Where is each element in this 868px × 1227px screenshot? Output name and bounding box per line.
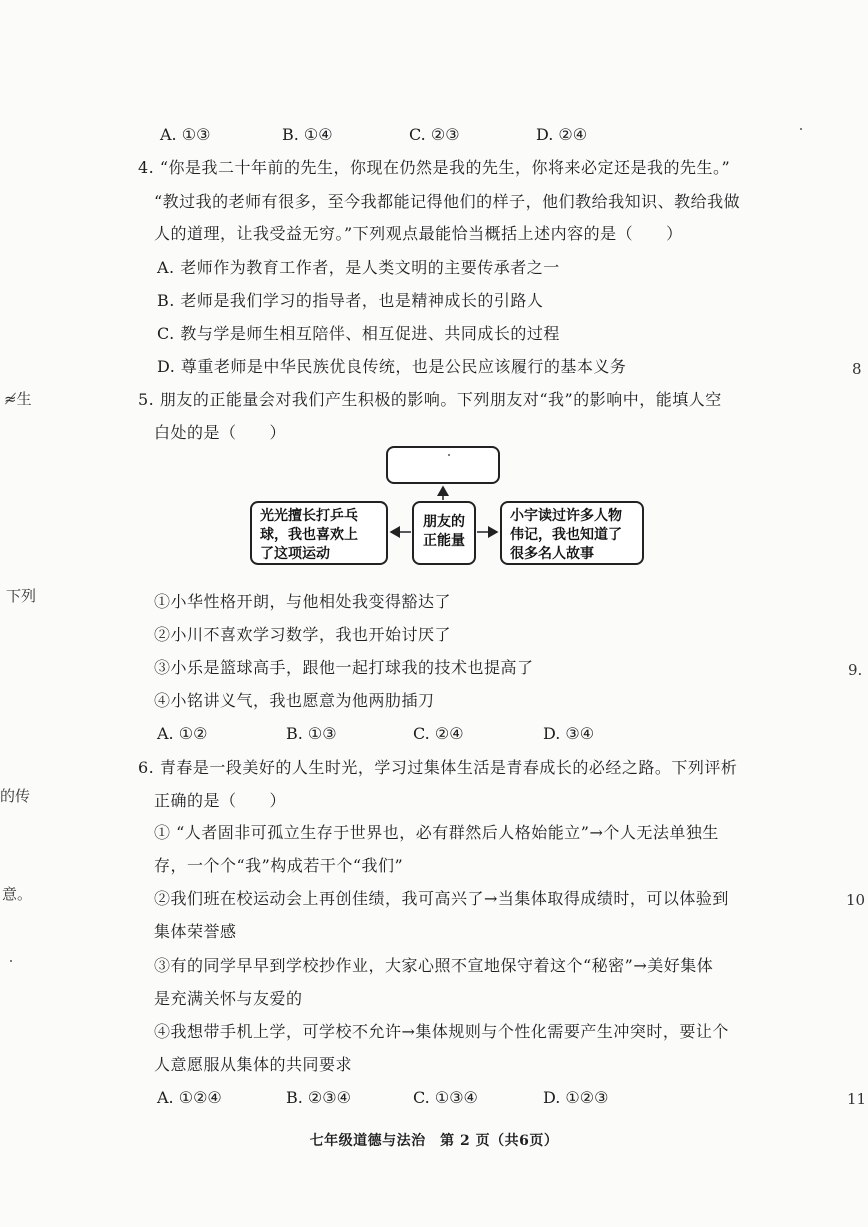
q5-option-b: B. ①③ <box>286 724 337 743</box>
q6-option-b: B. ②③④ <box>286 1088 351 1107</box>
diagram-right-line-1: 小宇读过许多人物 <box>510 508 622 524</box>
q6-item-1-line-1: ① “人者固非可孤立生存于世界也，必有群然后人格始能立”→个人无法单独生 <box>154 823 719 842</box>
q6-stem-line-1: 6. 青春是一段美好的人生时光，学习过集体生活是青春成长的必经之路。下列评析 <box>138 758 738 777</box>
right-margin-fragment-3: 10 <box>846 891 866 909</box>
diagram-left-line-3: 了这项运动 <box>260 546 330 562</box>
q6-item-4-line-2: 人意愿服从集体的共同要求 <box>154 1055 353 1074</box>
q5-statement-1: ①小华性格开朗，与他相处我变得豁达了 <box>154 592 452 611</box>
right-margin-fragment-1: 8 <box>852 360 862 378</box>
left-margin-fragment-2: 下列 <box>6 587 37 605</box>
diagram-center-line-1: 朋友的 <box>423 514 465 530</box>
q5-statement-4: ④小铭讲义气，我也愿意为他两肋插刀 <box>154 691 435 710</box>
q6-item-4-line-1: ④我想带手机上学，可学校不允许→集体规则与个性化需要产生冲突时，要让个 <box>154 1022 729 1041</box>
left-margin-fragment-3: 的传 <box>0 787 31 805</box>
q6-item-1-line-2: 存，一个个“我”构成若干个“我们” <box>154 856 404 875</box>
q4-stem-line-3: 人的道理，让我受益无穷。”下列观点最能恰当概括上述内容的是（ ） <box>154 224 683 243</box>
q4-stem-line-1: 4. “你是我二十年前的先生，你现在仍然是我的先生，你将来必定还是我的先生。” <box>138 158 731 177</box>
q6-option-c: C. ①③④ <box>413 1088 478 1107</box>
diagram-right-line-3: 很多名人故事 <box>510 546 594 562</box>
q5-option-d: D. ③④ <box>543 724 595 743</box>
q5-stem-line-1: 5. 朋友的正能量会对我们产生积极的影响。下列朋友对“我”的影响中，能填人空 <box>138 390 722 409</box>
q5-stem-line-2: 白处的是（ ） <box>154 423 287 442</box>
page-footer: 七年级道德与法治 第 2 页（共6页） <box>309 1133 559 1149</box>
scan-speck <box>10 960 12 962</box>
right-margin-fragment-2: 9. <box>848 661 863 679</box>
left-margin-fragment-1: ≉生 <box>4 390 32 408</box>
q4-choice-a: A. 老师作为教育工作者，是人类文明的主要传承者之一 <box>157 258 560 277</box>
q6-item-2-line-2: 集体荣誉感 <box>154 922 237 941</box>
option-c: C. ②③ <box>409 125 460 144</box>
q5-option-c: C. ②④ <box>413 724 464 743</box>
scan-speck <box>800 128 802 130</box>
diagram-center-line-2: 正能量 <box>423 533 465 549</box>
q5-statement-3: ③小乐是篮球高手，跟他一起打球我的技术也提高了 <box>154 658 534 677</box>
q4-choice-d: D. 尊重老师是中华民族优良传统，也是公民应该履行的基本义务 <box>157 357 627 376</box>
right-margin-fragment-4: 11 <box>847 1090 867 1108</box>
option-b: B. ①④ <box>282 125 333 144</box>
diagram-left-line-2: 球，我也喜欢上 <box>260 527 358 543</box>
q4-choice-c: C. 教与学是师生相互陪伴、相互促进、共同成长的过程 <box>157 324 560 343</box>
option-a: A. ①③ <box>160 125 211 144</box>
q6-option-d: D. ①②③ <box>543 1088 609 1107</box>
q6-stem-line-2: 正确的是（ ） <box>154 791 287 810</box>
q4-stem-line-2: “教过我的老师有很多，至今我都能记得他们的样子，他们教给我知识、教给我做 <box>154 192 741 211</box>
scan-speck <box>448 454 450 456</box>
q5-statement-2: ②小川不喜欢学习数学，我也开始讨厌了 <box>154 625 452 644</box>
q6-item-3-line-2: 是充满关怀与友爱的 <box>154 989 303 1008</box>
option-d: D. ②④ <box>536 125 588 144</box>
q4-choice-b: B. 老师是我们学习的指导者，也是精神成长的引路人 <box>157 291 544 310</box>
q5-option-a: A. ①② <box>157 724 208 743</box>
diagram-right-line-2: 伟记，我也知道了 <box>510 527 622 543</box>
q6-option-a: A. ①②④ <box>157 1088 222 1107</box>
q6-item-2-line-1: ②我们班在校运动会上再创佳绩，我可高兴了→当集体取得成绩时，可以体验到 <box>154 889 729 908</box>
q6-item-3-line-1: ③有的同学早早到学校抄作业，大家心照不宣地保守着这个“秘密”→美好集体 <box>154 956 714 975</box>
left-margin-fragment-4: 意。 <box>2 885 33 903</box>
diagram-left-line-1: 光光擅长打乒乓 <box>260 508 358 524</box>
